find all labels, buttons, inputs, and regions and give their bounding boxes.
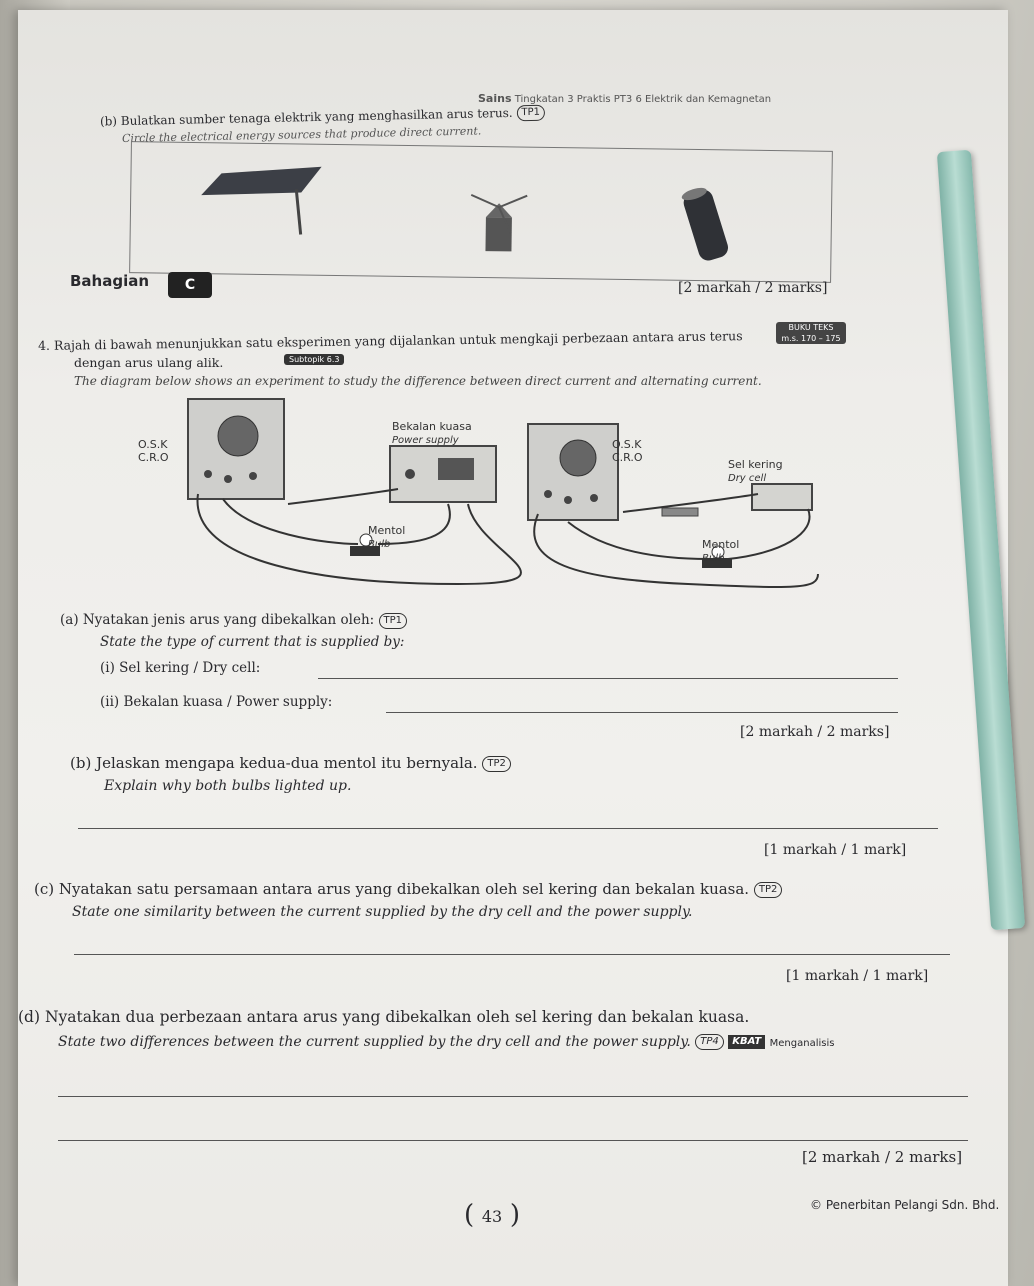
kbat-badge: KBAT [728, 1035, 765, 1049]
qa-ms: (a) Nyatakan jenis arus yang dibekalkan oleh: TP1 [60, 612, 407, 629]
q4-intro-en: The diagram below shows an experiment to study the difference between direct current and alternating current. [74, 374, 762, 388]
header-subject: Sains [478, 92, 512, 105]
qc-en: State one similarity between the current supplied by the dry cell and the power supply. [72, 904, 693, 920]
part-b-question: (b) Bulatkan sumber tenaga elektrik yang menghasilkan arus terus. TP1 [100, 105, 545, 130]
q4-intro-ms: 4. Rajah di bawah menunjukkan satu eksperimen yang dijalankan untuk mengkaji perbezaan antara arus terus [37, 328, 743, 353]
cro-right-label: O.S.K C.R.O [612, 438, 643, 464]
cro-right-icon [528, 424, 618, 520]
kbat-note: Menganalisis [769, 1038, 835, 1049]
qd-marks: [2 markah / 2 marks] [802, 1148, 963, 1166]
qa-en: State the type of current that is supplied by: [100, 634, 405, 650]
qd-answer-line-2[interactable] [58, 1140, 968, 1141]
header-chapter: Tingkatan 3 Praktis PT3 6 Elektrik dan Kemagnetan [514, 94, 772, 105]
subtopic-badge: Subtopik 6.3 [284, 354, 344, 365]
dry-cell-holder-icon [662, 484, 812, 516]
tp-badge: TP4 [695, 1034, 724, 1050]
solar-panel-icon [201, 165, 322, 235]
page-number: ( 43 ) [464, 1202, 520, 1232]
energy-sources-illustration [130, 142, 832, 282]
part-b-marks: [2 markah / 2 marks] [678, 280, 828, 296]
qd-ms: (d) Nyatakan dua perbezaan antara arus yang dibekalkan oleh sel kering dan bekalan kuasa. [18, 1008, 750, 1026]
qc-marks: [1 markah / 1 mark] [786, 968, 929, 984]
tp-badge: TP2 [482, 756, 511, 772]
bulb-left-label: Mentol Bulb [368, 524, 406, 550]
qb-ms: (b) Jelaskan mengapa kedua-dua mentol itu bernyala. TP2 [70, 754, 511, 772]
qc-answer-line[interactable] [74, 954, 950, 955]
part-b-question-en: Circle the electrical energy sources that produce direct current. [121, 124, 482, 145]
qa-ii-label: (ii) Bekalan kuasa / Power supply: [100, 694, 333, 710]
section-letter: C [168, 272, 212, 298]
qb-answer-line[interactable] [78, 828, 938, 829]
qc-ms: (c) Nyatakan satu persamaan antara arus yang dibekalkan oleh sel kering dan bekalan kuasa. TP2 [34, 880, 782, 898]
qa-ii-answer-line[interactable] [386, 712, 898, 713]
dry-cell-label: Sel kering Dry cell [728, 458, 783, 484]
textbook-reference: BUKU TEKS m.s. 170 – 175 [776, 322, 846, 344]
cro-left-label: O.S.K C.R.O [138, 438, 169, 464]
tp-badge: TP1 [379, 613, 408, 629]
cro-left-icon [188, 399, 284, 499]
power-supply-label: Bekalan kuasa Power supply [392, 420, 472, 446]
qb-marks: [1 markah / 1 mark] [764, 842, 907, 858]
qb-en: Explain why both bulbs lighted up. [104, 778, 352, 794]
qa-i-label: (i) Sel kering / Dry cell: [100, 660, 261, 676]
qa-marks: [2 markah / 2 marks] [740, 724, 890, 740]
worksheet-page [18, 10, 1008, 1286]
q4-intro-ms-2: dengan arus ulang alik. [74, 355, 224, 370]
section-label: Bahagian [70, 272, 150, 290]
qa-i-answer-line[interactable] [318, 678, 898, 679]
page-header [478, 92, 771, 105]
qd-en: State two differences between the current supplied by the dry cell and the power supply. TP4 KBAT Menganalisis [58, 1034, 835, 1050]
windmill-icon [470, 195, 527, 252]
dry-cell-icon [679, 185, 731, 263]
power-supply-icon [390, 446, 496, 502]
publisher-credit: © Penerbitan Pelangi Sdn. Bhd. [810, 1198, 1000, 1212]
experiment-diagram [128, 394, 828, 604]
tp-badge: TP2 [754, 882, 783, 898]
bulb-right-label: Mentol Bulb [702, 538, 740, 564]
energy-sources-box [129, 141, 833, 283]
tp-badge: TP1 [516, 105, 545, 122]
qd-answer-line-1[interactable] [58, 1096, 968, 1097]
